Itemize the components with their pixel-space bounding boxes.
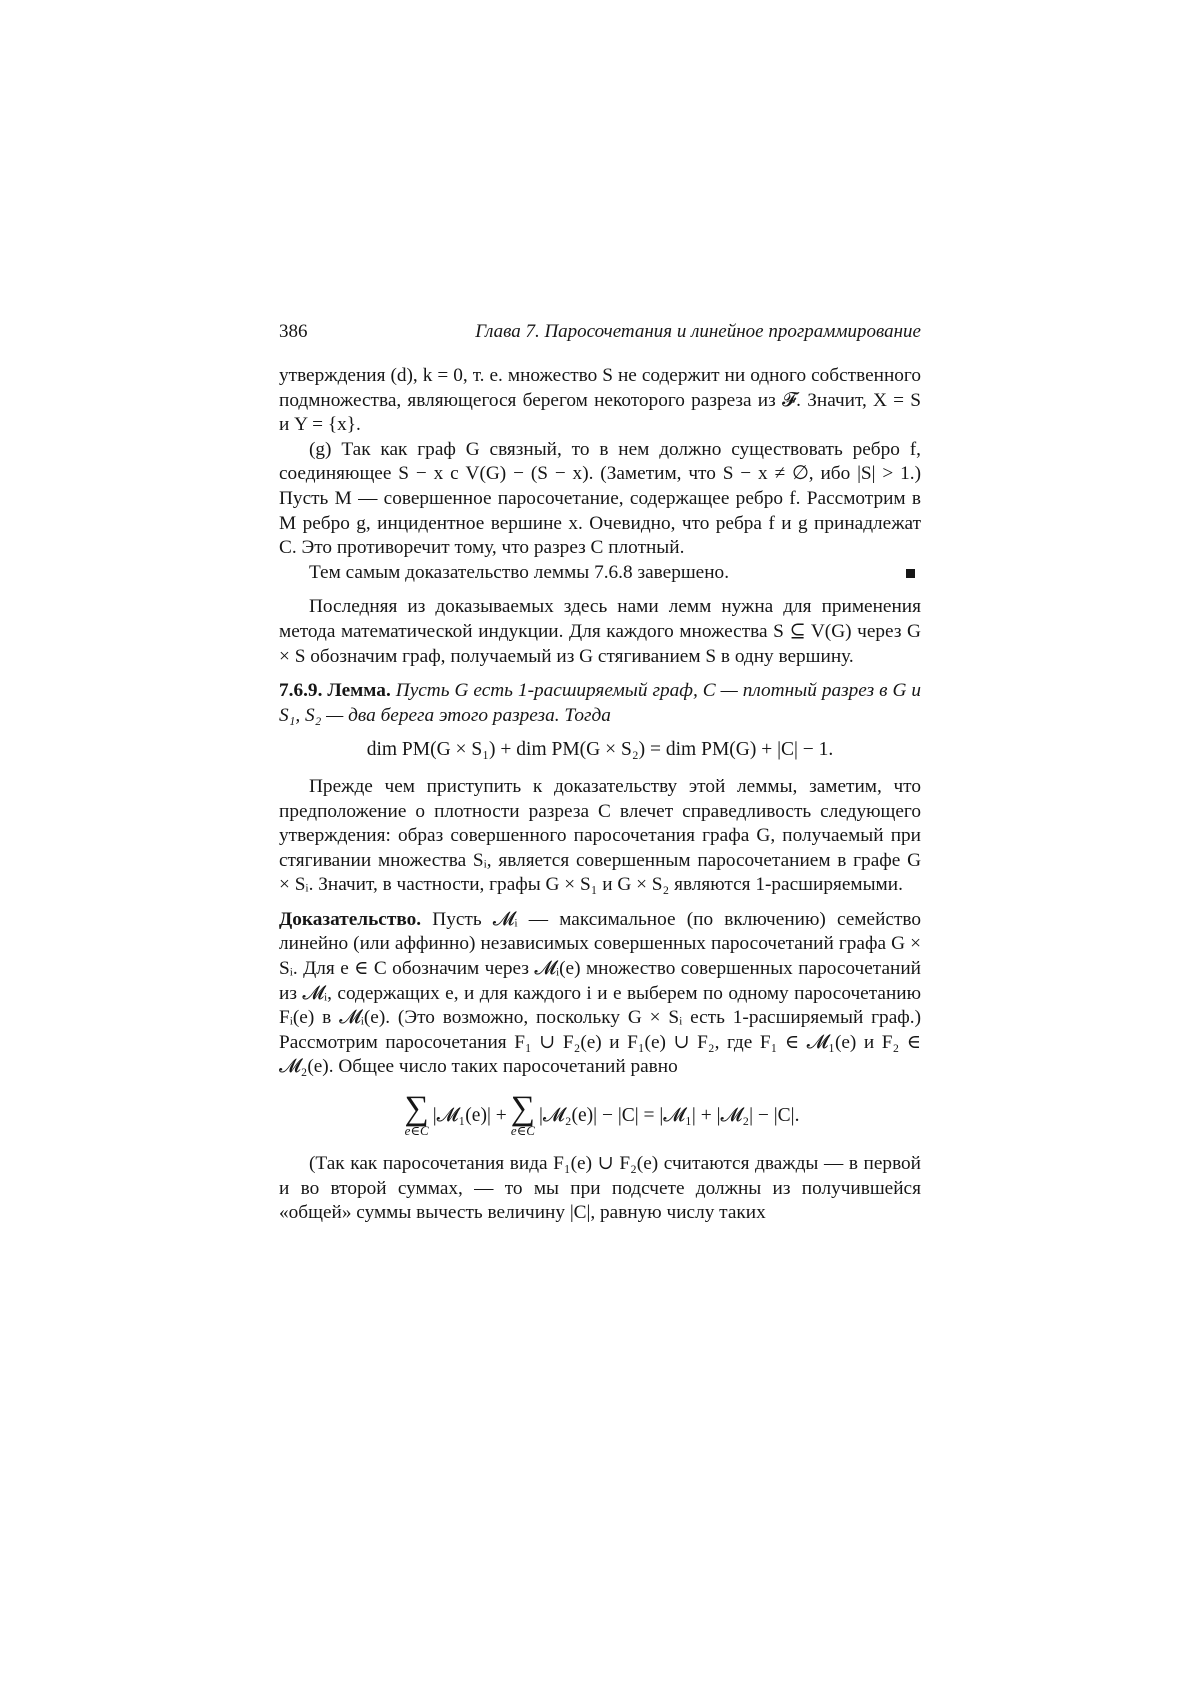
paragraph-case-g: (g) Так как граф G связный, то в нем должно существовать ребро f, соединяющее S − x с V(G) − (S − x). (Заметим, что S − x ≠ ∅, ибо |S| > 1.) Пусть M — совершенное паросочетание, содержащее ребро f. Рассмотрим в M ребро g, инцидентное вершине x. Очевидно, что ребра f и g принадлежат C. Это противоречит тому, что разрез C плотный. — [279, 438, 921, 559]
equation-sum — [279, 1086, 921, 1146]
sum-index: e∈C — [404, 1123, 429, 1139]
lemma-statement — [279, 679, 921, 728]
sum-operator-1 — [404, 1090, 429, 1139]
sum-term-1: |𝓜₁(e)| + — [432, 1105, 507, 1127]
sum-index: e∈C — [510, 1123, 535, 1139]
proof-label: Доказательство. — [279, 908, 422, 930]
sum-operator-2 — [510, 1090, 535, 1139]
running-title: Глава 7. Паросочетания и линейное программирование — [475, 321, 921, 342]
lemma-label: 7.6.9. Лемма. — [279, 680, 391, 702]
page — [279, 320, 921, 1226]
paragraph-continuation: утверждения (d), k = 0, т. е. множество S не содержит ни одного собственного подмножества, являющегося берегом некоторого разреза из 𝓕. Значит, X = S и Y = {x}. — [279, 365, 921, 436]
sum-term-2: |𝓜₂(e)| − |C| = |𝓜₁| + |𝓜₂| − |C|. — [538, 1105, 800, 1127]
equation-dimension: dim PM(G × S₁) + dim PM(G × S₂) = dim PM(G) + |C| − 1. — [366, 739, 834, 761]
qed-square-icon — [906, 569, 915, 578]
lemma-text: Пусть G есть 1-расширяемый граф, C — плотный разрез в G и S₁, S₂ — два берега этого разреза. Тогда — [279, 680, 921, 726]
proof-end-text: Тем самым доказательство леммы 7.6.8 завершено. — [309, 561, 730, 583]
sigma-symbol: ∑ — [510, 1090, 535, 1128]
paragraph-remark: Прежде чем приступить к доказательству этой леммы, заметим, что предположение о плотности разреза C влечет справедливость следующего утверждения: образ совершенного паросочетания графа G, получаемый при стягивании множества Sᵢ, является совершенным паросочетанием в графе G × Sᵢ. Значит, в частности, графы G × S₁ и G × S₂ являются 1-расширяемыми. — [279, 775, 921, 896]
sigma-symbol: ∑ — [404, 1090, 429, 1128]
paragraph-induction-intro: Последняя из доказываемых здесь нами лемм нужна для применения метода математической индукции. Для каждого множества S ⊆ V(G) через G × S обозначим граф, получаемый из G стягиванием S в одну вершину. — [279, 596, 921, 667]
proof-end-line — [279, 561, 921, 586]
proof-paragraph — [279, 908, 921, 1080]
paragraph-explanation: (Так как паросочетания вида F₁(e) ∪ F₂(e) считаются дважды — в первой и во второй суммах, — то мы при подсчете должны из получившейся «общей» суммы вычесть величину |C|, равную числу таких — [279, 1153, 921, 1224]
page-number: 386 — [279, 321, 308, 342]
running-header — [279, 320, 921, 344]
proof-text: Пусть 𝓜ᵢ — максимальное (по включению) семейство линейно (или аффинно) независимых совершенных паросочетаний графа G × Sᵢ. Для e ∈ C обозначим через 𝓜ᵢ(e) множество совершенных паросочетаний из 𝓜ᵢ, содержащих e, и для каждого i и e выберем по одному паросочетанию Fᵢ(e) в 𝓜ᵢ(e). (Это возможно, поскольку G × Sᵢ есть 1-расширяемый граф.) Рассмотрим паросочетания F₁ ∪ F₂(e) и F₁(e) ∪ F₂, где F₁ ∈ 𝓜₁(e) и F₂ ∈ 𝓜₂(e). Общее число таких паросочетаний равно — [279, 908, 921, 1078]
